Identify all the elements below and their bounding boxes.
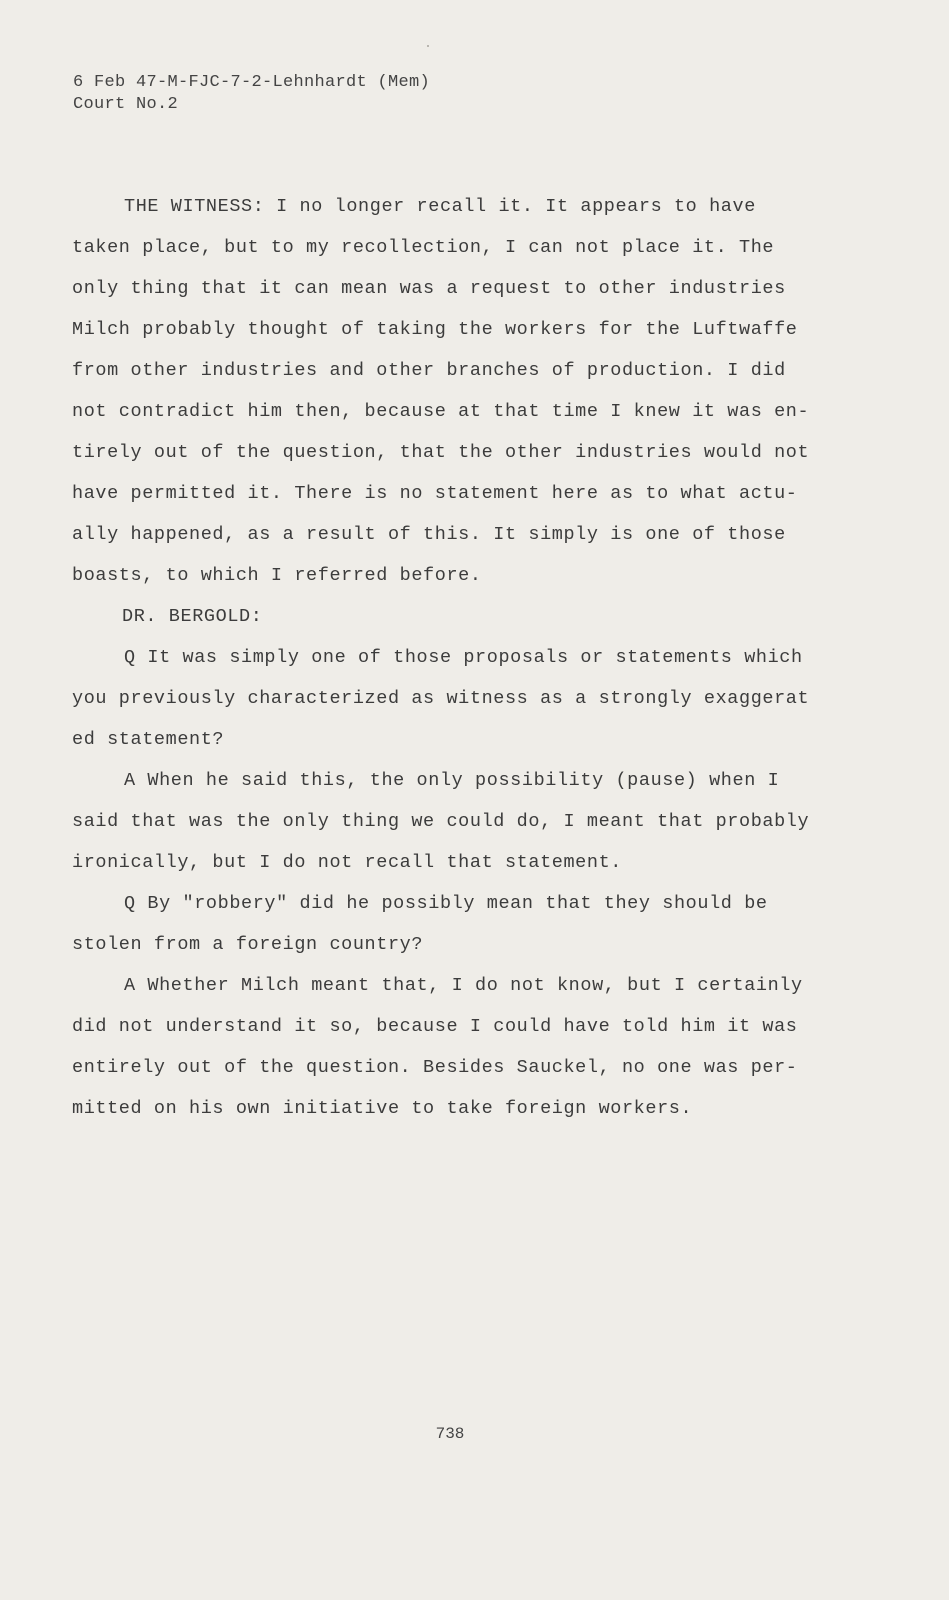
question-line: Q By "robbery" did he possibly mean that they should be bbox=[124, 893, 768, 914]
transcript-line: entirely out of the question. Besides Sauckel, no one was per- bbox=[72, 1057, 798, 1078]
transcript-line: tirely out of the question, that the other industries would not bbox=[72, 442, 810, 463]
transcript-line: ed statement? bbox=[72, 729, 225, 750]
transcript-line: mitted on his own initiative to take foreign workers. bbox=[72, 1098, 693, 1119]
transcript-line: ally happened, as a result of this. It simply is one of those bbox=[72, 524, 786, 545]
header-court: Court No.2 bbox=[73, 95, 179, 114]
transcript-line: you previously characterized as witness as a strongly exaggerat bbox=[72, 688, 810, 709]
transcript-line: did not understand it so, because I could have told him it was bbox=[72, 1016, 798, 1037]
transcript-line: THE WITNESS: I no longer recall it. It appears to have bbox=[124, 196, 756, 217]
transcript-line: ironically, but I do not recall that statement. bbox=[72, 852, 622, 873]
document-header bbox=[73, 72, 430, 116]
transcript-line: said that was the only thing we could do, I meant that probably bbox=[72, 811, 810, 832]
question-line: Q It was simply one of those proposals or statements which bbox=[124, 647, 803, 668]
page-number: 738 bbox=[435, 1425, 465, 1443]
header-date-reference: 6 Feb 47-M-FJC-7-2-Lehnhardt (Mem) bbox=[73, 73, 431, 92]
transcript-line: taken place, but to my recollection, I can not place it. The bbox=[72, 237, 775, 258]
transcript-line: Milch probably thought of taking the workers for the Luftwaffe bbox=[72, 319, 798, 340]
page-mark bbox=[427, 45, 429, 47]
transcript-line: boasts, to which I referred before. bbox=[72, 565, 482, 586]
answer-line: A When he said this, the only possibility (pause) when I bbox=[124, 770, 780, 791]
speaker-label: DR. BERGOLD: bbox=[122, 606, 263, 627]
transcript-line: have permitted it. There is no statement here as to what actu- bbox=[72, 483, 798, 504]
transcript-body bbox=[72, 186, 862, 1129]
transcript-line: not contradict him then, because at that time I knew it was en- bbox=[72, 401, 810, 422]
answer-line: A Whether Milch meant that, I do not know, but I certainly bbox=[124, 975, 803, 996]
transcript-line: from other industries and other branches of production. I did bbox=[72, 360, 786, 381]
transcript-line: stolen from a foreign country? bbox=[72, 934, 424, 955]
transcript-line: only thing that it can mean was a request to other industries bbox=[72, 278, 786, 299]
